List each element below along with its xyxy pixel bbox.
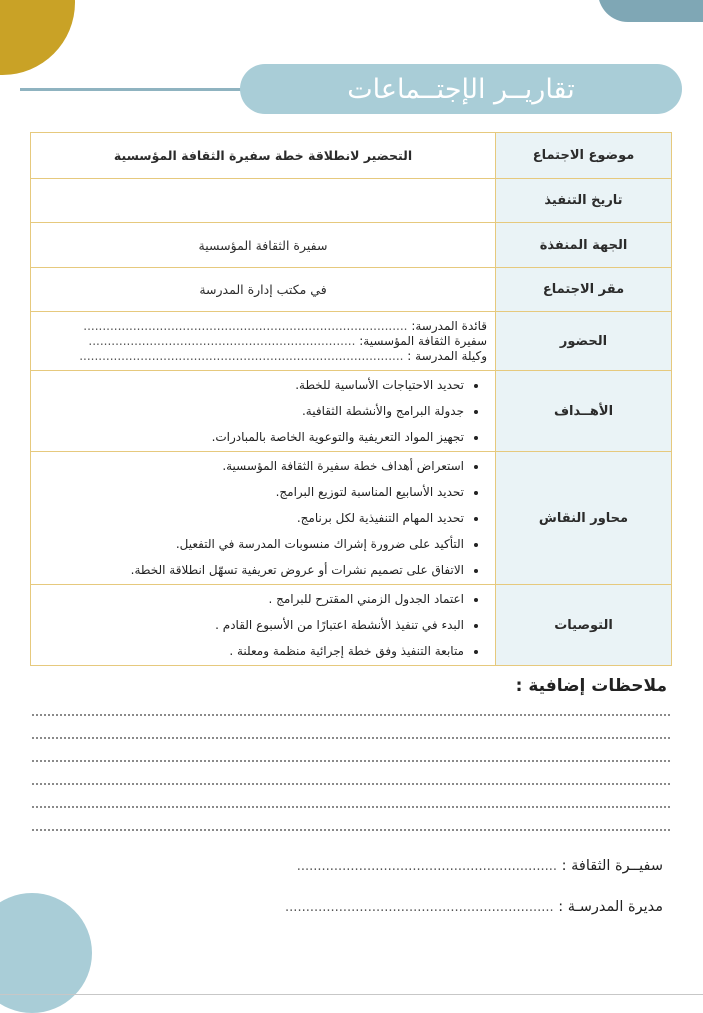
- attendee-ambassador: سفيرة الثقافة المؤسسية:: [359, 333, 487, 348]
- value-discussion: [31, 452, 496, 585]
- goals-list: [32, 372, 494, 450]
- list-item: • تحديد المهام التنفيذية لكل برنامج.: [40, 505, 464, 531]
- list-item: • البدء في تنفيذ الأنشطة اعتبارًا من الأسبوع القادم .: [40, 612, 464, 638]
- row-discussion: [31, 452, 672, 585]
- discussion-list: [32, 453, 494, 583]
- note-line: [32, 737, 670, 739]
- signature-ambassador-dots: ...............................................................: [296, 859, 558, 874]
- list-item: • تجهيز المواد التعريفية والتوعوية الخاصة بالمبادرات.: [40, 424, 464, 450]
- value-goals: [31, 371, 496, 452]
- label-recommendations: التوصيات: [496, 585, 672, 666]
- signature-principal-label: مديرة المدرسـة :: [558, 899, 663, 915]
- note-line: [32, 806, 670, 808]
- list-item: • التأكيد على ضرورة إشراك منسوبات المدرسة في التفعيل.: [40, 531, 464, 557]
- decorative-circle-bottom-left: [0, 893, 92, 1013]
- attendee-deputy-dots: .....................................................................................: [79, 348, 404, 363]
- list-item: • تحديد الأسابيع المناسبة لتوزيع البرامج.: [40, 479, 464, 505]
- note-line: [32, 714, 670, 716]
- attendee-ambassador-dots: ......................................................................: [88, 333, 356, 348]
- label-attendance: الحضور: [496, 312, 672, 371]
- label-goals: الأهــداف: [496, 371, 672, 452]
- row-recommendations: [31, 585, 672, 666]
- attendee-deputy: وكيلة المدرسة :: [407, 348, 487, 363]
- list-item: • استعراض أهداف خطة سفيرة الثقافة المؤسسية.: [40, 453, 464, 479]
- list-item: • متابعة التنفيذ وفق خطة إجرائية منظمة ومعلنة .: [40, 638, 464, 664]
- note-line: [32, 783, 670, 785]
- header-banner: [240, 64, 682, 114]
- label-topic: موضوع الاجتماع: [496, 133, 672, 179]
- value-attendance: [31, 312, 496, 371]
- label-discussion: محاور النقاش: [496, 452, 672, 585]
- attendee-line: [39, 349, 487, 364]
- recommendations-list: [32, 586, 494, 664]
- signature-principal-dots: .................................................................: [285, 900, 554, 915]
- value-recommendations: [31, 585, 496, 666]
- value-date: [31, 179, 496, 223]
- attendee-principal-dots: .....................................................................................: [83, 318, 408, 333]
- page-title: تقاريــر الإجتــماعات: [347, 73, 575, 105]
- list-item: • الاتفاق على تصميم نشرات أو عروض تعريفية تسهّل انطلاقة الخطة.: [40, 557, 464, 583]
- label-entity: الجهة المنفذة: [496, 223, 672, 268]
- notes-title: ملاحظات إضافية :: [515, 676, 667, 696]
- note-line: [32, 829, 670, 831]
- note-line: [32, 760, 670, 762]
- meeting-report-table: [30, 132, 672, 666]
- decorative-shape-top-right: [598, 0, 703, 22]
- signature-ambassador-label: سفيــرة الثقافة :: [561, 858, 663, 874]
- row-topic: [31, 133, 672, 179]
- label-venue: مقر الاجتماع: [496, 268, 672, 312]
- row-venue: [31, 268, 672, 312]
- row-date: [31, 179, 672, 223]
- list-item: • اعتماد الجدول الزمني المقترح للبرامج .: [40, 586, 464, 612]
- decorative-circle-top-left: [0, 0, 75, 75]
- label-date: تاريخ التنفيذ: [496, 179, 672, 223]
- attendee-principal: قائدة المدرسة:: [411, 318, 487, 333]
- signature-ambassador: [297, 858, 663, 874]
- attendee-line: [39, 334, 487, 349]
- value-entity: سفيرة الثقافة المؤسسية: [31, 223, 496, 268]
- bottom-divider: [0, 994, 703, 995]
- list-item: • جدولة البرامج والأنشطة الثقافية.: [40, 398, 464, 424]
- value-venue: في مكتب إدارة المدرسة: [31, 268, 496, 312]
- attendee-line: [39, 319, 487, 334]
- row-goals: [31, 371, 672, 452]
- value-topic: التحضير لانطلاقة خطة سفيرة الثقافة المؤسسية: [31, 133, 496, 179]
- row-entity: [31, 223, 672, 268]
- signature-principal: [285, 899, 663, 915]
- row-attendance: [31, 312, 672, 371]
- list-item: • تحديد الاحتياجات الأساسية للخطة.: [40, 372, 464, 398]
